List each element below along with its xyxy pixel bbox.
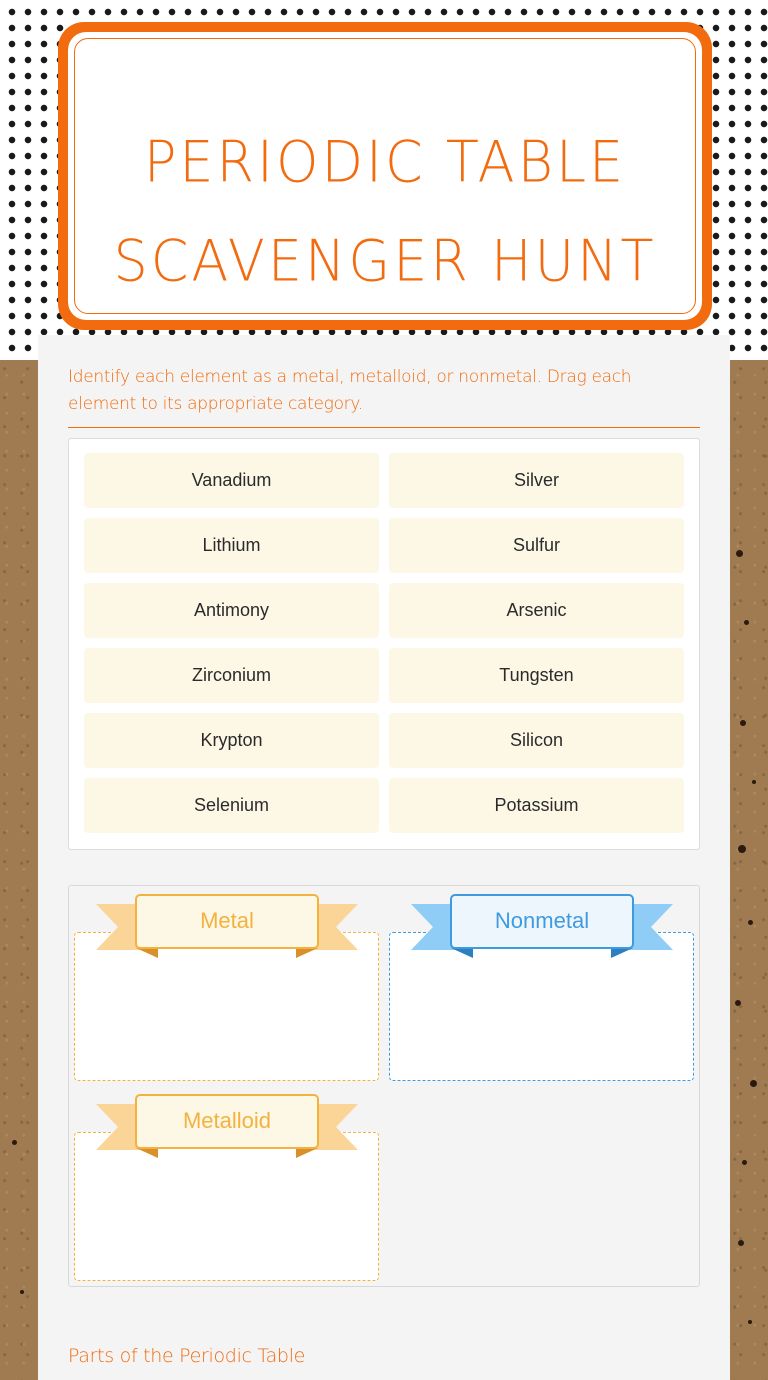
page-title-line-2: SCAVENGER HUNT (113, 227, 657, 294)
title-card (58, 22, 712, 330)
element-chip-antimony[interactable]: Antimony (84, 583, 379, 638)
element-chip-potassium[interactable]: Potassium (389, 778, 684, 833)
element-chip-silicon[interactable]: Silicon (389, 713, 684, 768)
element-chip-arsenic[interactable]: Arsenic (389, 583, 684, 638)
section-heading-parts: Parts of the Periodic Table (68, 1345, 306, 1367)
instructions-text: Identify each element as a metal, metalloid, or nonmetal. Drag each element to its appropriate category. (68, 367, 632, 414)
element-chip-silver[interactable]: Silver (389, 453, 684, 508)
element-chip-krypton[interactable]: Krypton (84, 713, 379, 768)
category-label-metalloid: Metalloid (182, 1108, 272, 1133)
category-label-metal: Metal (200, 908, 254, 933)
category-banner-metalloid (96, 1094, 358, 1158)
page-title (68, 113, 702, 310)
category-area (68, 885, 700, 1287)
element-chip-tungsten[interactable]: Tungsten (389, 648, 684, 703)
page-title-line-1: PERIODIC TABLE (143, 129, 627, 196)
element-chip-vanadium[interactable]: Vanadium (84, 453, 379, 508)
category-banner-metal (96, 894, 358, 958)
element-bank (68, 438, 700, 850)
element-chip-lithium[interactable]: Lithium (84, 518, 379, 573)
title-card-inner (68, 32, 702, 320)
element-chip-selenium[interactable]: Selenium (84, 778, 379, 833)
instructions-divider (68, 427, 700, 428)
element-chip-zirconium[interactable]: Zirconium (84, 648, 379, 703)
category-label-nonmetal: Nonmetal (494, 908, 590, 933)
element-chip-sulfur[interactable]: Sulfur (389, 518, 684, 573)
category-banner-nonmetal (411, 894, 673, 958)
